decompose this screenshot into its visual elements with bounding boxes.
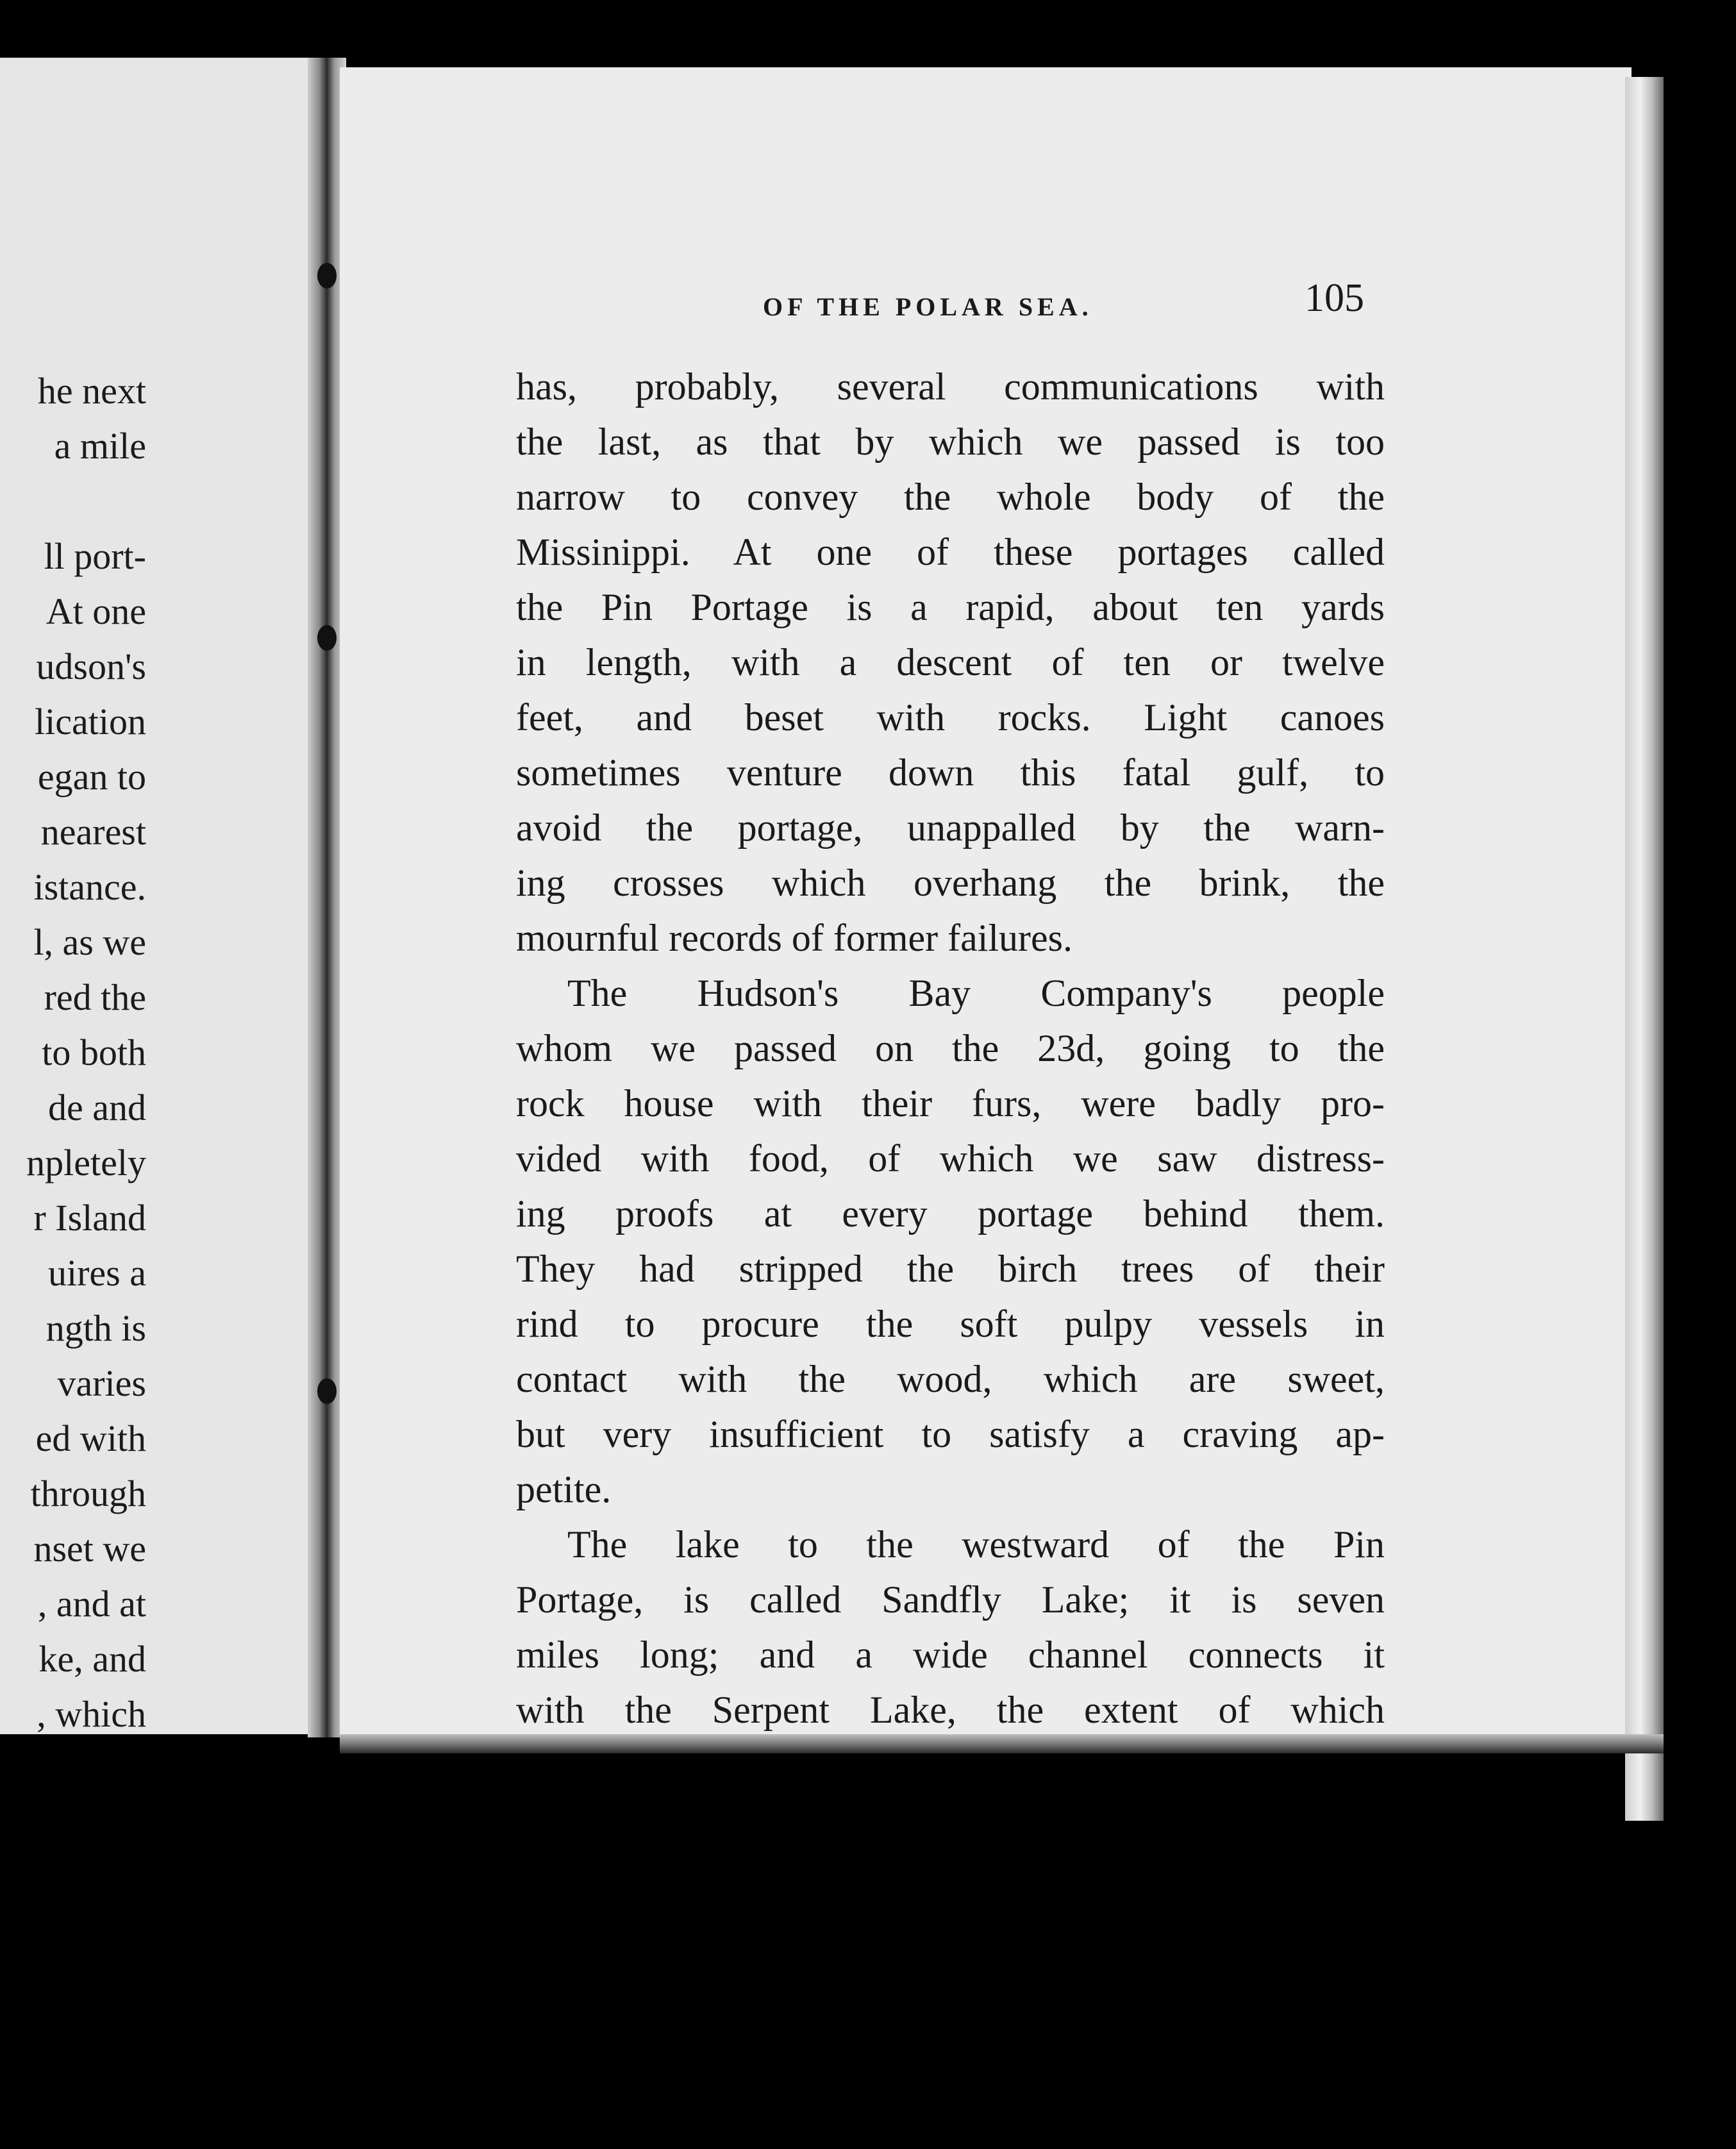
- text-line: whom we passed on the 23d, going to the: [516, 1027, 1385, 1069]
- text-line: rind to procure the soft pulpy vessels in: [516, 1303, 1385, 1345]
- text-line: ing proofs at every portage behind them.: [516, 1192, 1385, 1235]
- facing-page-line: varies: [57, 1362, 146, 1404]
- facing-page-line: ll port-: [44, 535, 146, 577]
- page-edge: [1625, 77, 1664, 1821]
- text-line: the Pin Portage is a rapid, about ten yards: [516, 586, 1385, 628]
- facing-page-text: [0, 364, 146, 1734]
- text-line: feet, and beset with rocks. Light canoes: [516, 696, 1385, 739]
- facing-page-line: , and at: [37, 1583, 146, 1625]
- text-line: sometimes venture down this fatal gulf, to: [516, 751, 1385, 794]
- text-line: has, probably, several communications with: [516, 365, 1385, 408]
- facing-page-line: egan to: [37, 756, 146, 798]
- facing-page-line: lication: [35, 701, 146, 742]
- text-line: avoid the portage, unappalled by the warn-: [516, 807, 1385, 849]
- spine-mark: [317, 1378, 337, 1404]
- text-line: Portage, is called Sandfly Lake; it is seven: [516, 1578, 1385, 1621]
- facing-page-line: udson's: [36, 646, 146, 687]
- facing-page-line: , which: [37, 1693, 146, 1734]
- facing-page-line: npletely: [26, 1142, 146, 1183]
- text-line: vided with food, of which we saw distress-: [516, 1137, 1385, 1180]
- facing-page-line: istance.: [33, 866, 146, 908]
- text-line: miles long; and a wide channel connects it: [516, 1634, 1385, 1676]
- facing-page-line: he next: [37, 370, 146, 412]
- spine-mark: [317, 263, 337, 288]
- facing-page-line: through: [30, 1473, 146, 1514]
- facing-page-line: to both: [42, 1032, 146, 1073]
- spine-mark: [317, 625, 337, 651]
- text-line: narrow to convey the whole body of the: [516, 476, 1385, 518]
- facing-page-line: a mile: [54, 425, 146, 467]
- text-line: in length, with a descent of ten or twelve: [516, 641, 1385, 683]
- text-line: The lake to the westward of the Pin: [567, 1523, 1385, 1566]
- page-number: 105: [1305, 276, 1364, 320]
- text-line: The Hudson's Bay Company's people: [567, 972, 1385, 1014]
- facing-page-line: r Island: [33, 1197, 146, 1239]
- text-line: with the Serpent Lake, the extent of which: [516, 1689, 1385, 1731]
- facing-page-line: ngth is: [46, 1307, 146, 1349]
- facing-page-line: [0, 474, 146, 529]
- facing-page-line: nset we: [33, 1528, 146, 1569]
- facing-page-line: uires a: [48, 1252, 146, 1294]
- body-text: [516, 359, 1385, 1737]
- text-line: mournful records of former failures.: [516, 917, 1073, 959]
- facing-page-line: ed with: [35, 1417, 146, 1459]
- facing-page-line: nearest: [40, 811, 146, 853]
- running-head: OF THE POLAR SEA.: [763, 292, 1093, 321]
- text-line: contact with the wood, which are sweet,: [516, 1358, 1385, 1400]
- facing-page-line: At one: [46, 590, 146, 632]
- facing-page-line: l, as we: [33, 921, 146, 963]
- text-line: They had stripped the birch trees of their: [516, 1248, 1385, 1290]
- text-line: the last, as that by which we passed is too: [516, 421, 1385, 463]
- text-line: but very insufficient to satisfy a craving ap-: [516, 1413, 1385, 1455]
- text-line: rock house with their furs, were badly pro-: [516, 1082, 1385, 1125]
- facing-page: [0, 58, 324, 1734]
- facing-page-line: de and: [48, 1087, 146, 1128]
- facing-page-line: ke, and: [38, 1638, 146, 1680]
- text-line: petite.: [516, 1468, 612, 1510]
- text-line: ing crosses which overhang the brink, the: [516, 862, 1385, 904]
- text-line: Missinippi. At one of these portages called: [516, 531, 1385, 573]
- facing-page-line: red the: [44, 976, 146, 1018]
